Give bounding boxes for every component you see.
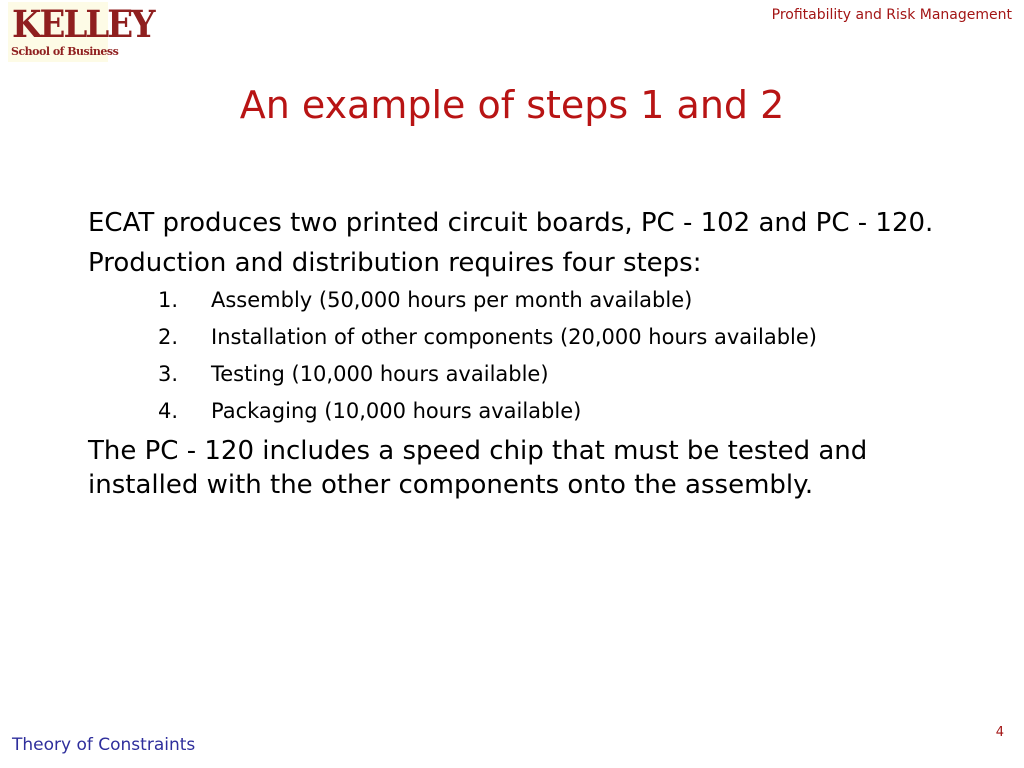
step-item xyxy=(158,397,938,426)
logo-wordmark: KELLEY xyxy=(12,2,154,47)
steps-lead-paragraph: Production and distribution requires four steps: xyxy=(88,248,702,278)
step-number: 1. xyxy=(158,288,179,312)
step-text: Packaging (10,000 hours available) xyxy=(211,399,582,423)
step-item xyxy=(158,286,938,315)
step-text: Testing (10,000 hours available) xyxy=(211,362,549,386)
footer-title: Theory of Constraints xyxy=(12,735,196,755)
slide-title: An example of steps 1 and 2 xyxy=(239,83,785,127)
step-text: Assembly (50,000 hours per month available) xyxy=(211,288,693,312)
step-number: 4. xyxy=(158,399,179,423)
logo-subline: School of Business xyxy=(11,45,119,58)
conclusion-paragraph: The PC - 120 includes a speed chip that must be tested and installed with the other components onto the assembly. xyxy=(88,436,868,500)
kelley-school-logo xyxy=(8,2,154,62)
step-number: 3. xyxy=(158,362,179,386)
steps-list xyxy=(88,286,938,426)
step-number: 2. xyxy=(158,325,179,349)
step-text: Installation of other components (20,000 hours available) xyxy=(211,325,817,349)
header-title: Profitability and Risk Management xyxy=(771,7,1012,23)
step-item xyxy=(158,323,938,352)
intro-paragraph: ECAT produces two printed circuit boards, PC - 102 and PC - 120. xyxy=(88,208,934,238)
page-number: 4 xyxy=(995,725,1004,740)
step-item xyxy=(158,360,938,389)
slide-body xyxy=(88,206,938,508)
